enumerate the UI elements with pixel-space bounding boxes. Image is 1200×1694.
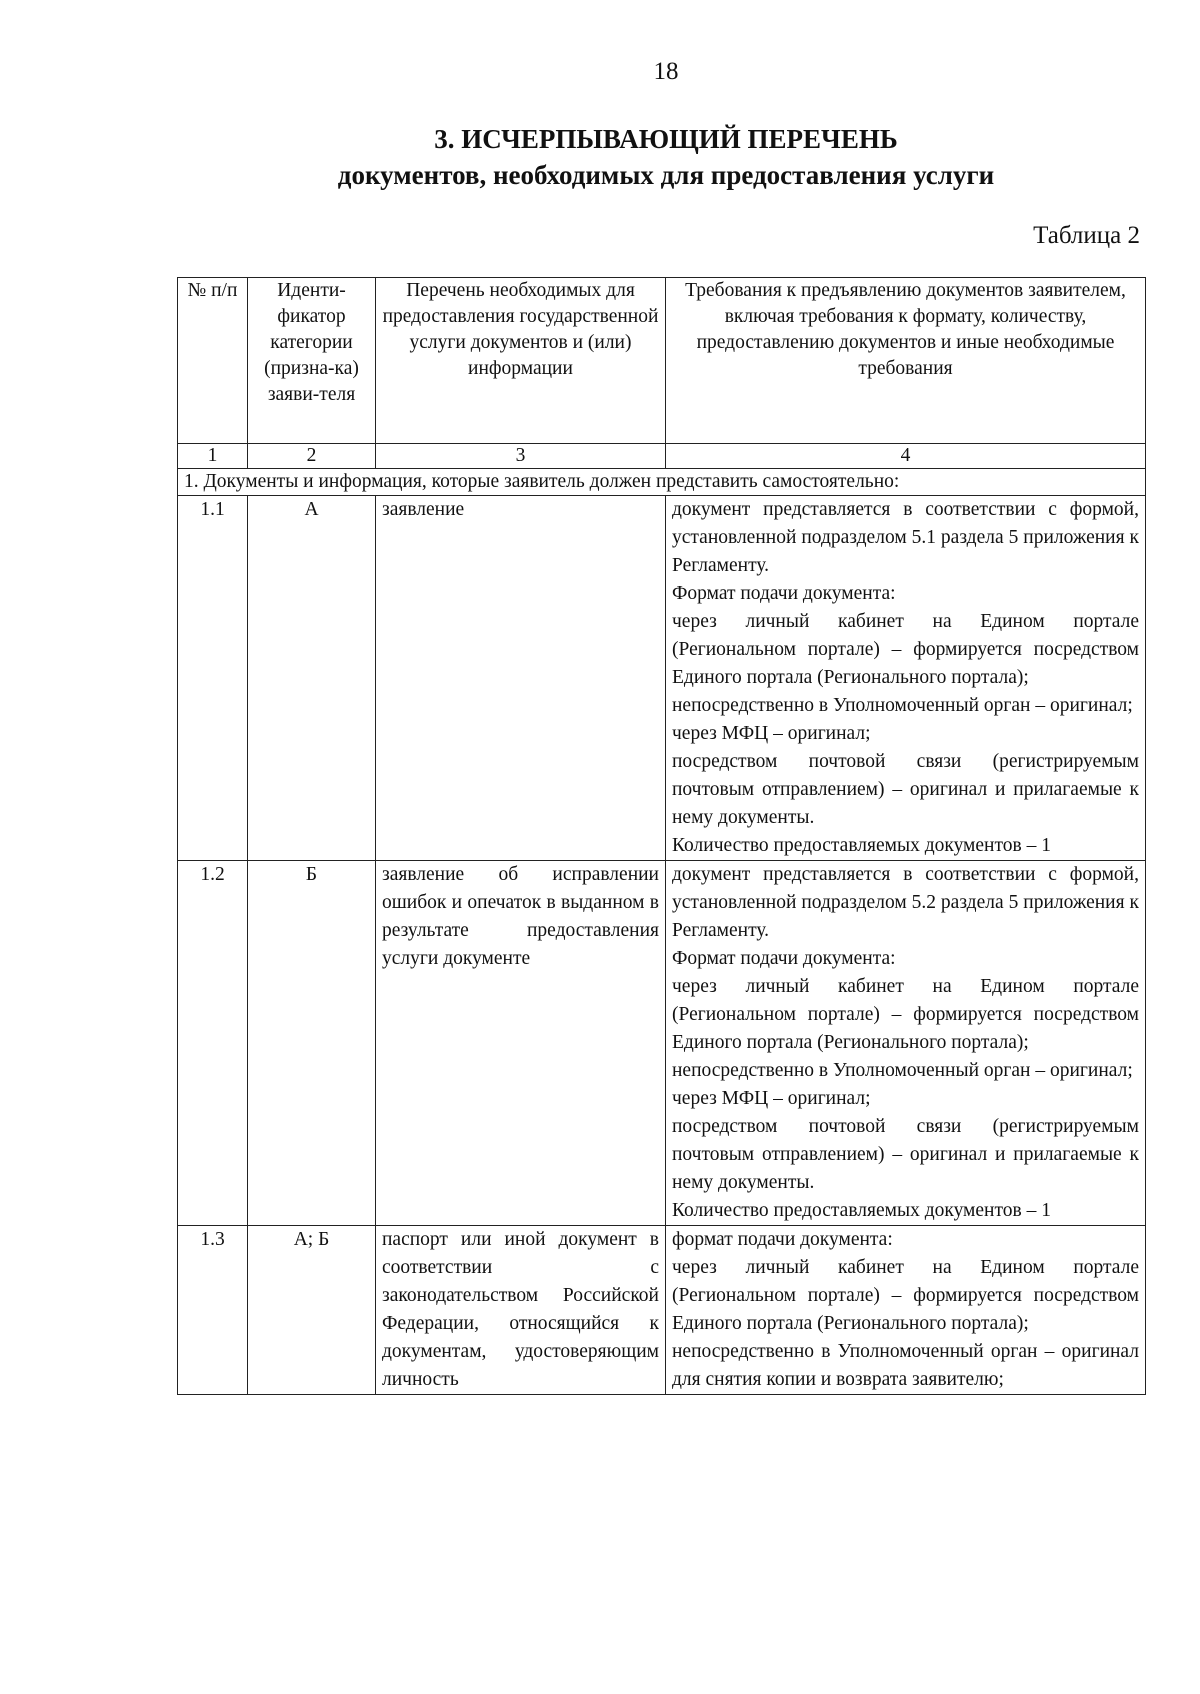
requirement-line: через личный кабинет на Едином портале (Региональном портале) – формируется посредством Единого портала (Регионального портала); [672,1257,1139,1334]
table-body [178,496,1146,1395]
requirement-line: через МФЦ – оригинал; [672,1088,871,1109]
requirement-line: посредством почтовой связи (регистрируемым почтовым отправлением) – оригинал и прилагаемые к нему документы. [672,751,1139,828]
row-document: заявление об исправлении ошибок и опечаток в выданном в результате предоставления услуги документе [376,861,666,1226]
table-caption: Таблица 2 [1033,222,1140,249]
requirement-line: непосредственно в Уполномоченный орган – оригинал; [672,695,1133,716]
row-requirements [666,861,1146,1226]
header-requirements: Требования к предъявлению документов заявителем, включая требования к формату, количеству, предоставлению документов и иные необходимые требования [666,278,1146,444]
section-title: 1. Документы и информация, которые заявитель должен представить самостоятельно: [178,469,1146,496]
row-number: 1.1 [178,496,248,861]
table-row [178,496,1146,861]
requirement-line: Формат подачи документа: [672,583,896,604]
page-number: 18 [653,58,679,85]
column-number-row [178,444,1146,469]
requirement-line: через МФЦ – оригинал; [672,723,871,744]
table-row [178,1226,1146,1395]
requirement-line: непосредственно в Уполномоченный орган – оригинал для снятия копии и возврата заявителю; [672,1341,1139,1390]
table-row [178,861,1146,1226]
row-document: паспорт или иной документ в соответствии с законодательством Российской Федерации, относящийся к документам, удостоверяющим личность [376,1226,666,1395]
table-header-row [178,278,1146,444]
column-number: 4 [666,444,1146,469]
requirement-line: непосредственно в Уполномоченный орган – оригинал; [672,1060,1133,1081]
requirement-line: через личный кабинет на Едином портале (Региональном портале) – формируется посредством Единого портала (Регионального портала); [672,611,1139,688]
requirement-line: Количество предоставляемых документов – 1 [672,835,1051,856]
row-number: 1.3 [178,1226,248,1395]
column-number: 1 [178,444,248,469]
requirement-line: Формат подачи документа: [672,948,896,969]
requirement-line: Количество предоставляемых документов – 1 [672,1200,1051,1221]
column-number: 3 [376,444,666,469]
header-number: № п/п [178,278,248,444]
requirement-line: документ представляется в соответствии с формой, установленной подразделом 5.2 раздела 5 приложения к Регламенту. [672,864,1139,941]
documents-table [177,277,1146,1395]
section-row [178,469,1146,496]
row-number: 1.2 [178,861,248,1226]
row-category: Б [248,861,376,1226]
row-category: А [248,496,376,861]
column-number: 2 [248,444,376,469]
requirement-line: посредством почтовой связи (регистрируемым почтовым отправлением) – оригинал и прилагаемые к нему документы. [672,1116,1139,1193]
row-document: заявление [376,496,666,861]
row-category: А; Б [248,1226,376,1395]
header-category: Иденти-фикатор категории (призна-ка) заяви-теля [248,278,376,444]
row-requirements [666,496,1146,861]
requirement-line: через личный кабинет на Едином портале (Региональном портале) – формируется посредством Единого портала (Регионального портала); [672,976,1139,1053]
section-subheading: документов, необходимых для предоставления услуги [337,160,995,190]
requirement-line: формат подачи документа: [672,1229,893,1250]
row-requirements [666,1226,1146,1395]
header-document-list: Перечень необходимых для предоставления государственной услуги документов и (или) информации [376,278,666,444]
requirement-line: документ представляется в соответствии с формой, установленной подразделом 5.1 раздела 5 приложения к Регламенту. [672,499,1139,576]
section-heading: 3. ИСЧЕРПЫВАЮЩИЙ ПЕРЕЧЕНЬ [434,124,898,154]
